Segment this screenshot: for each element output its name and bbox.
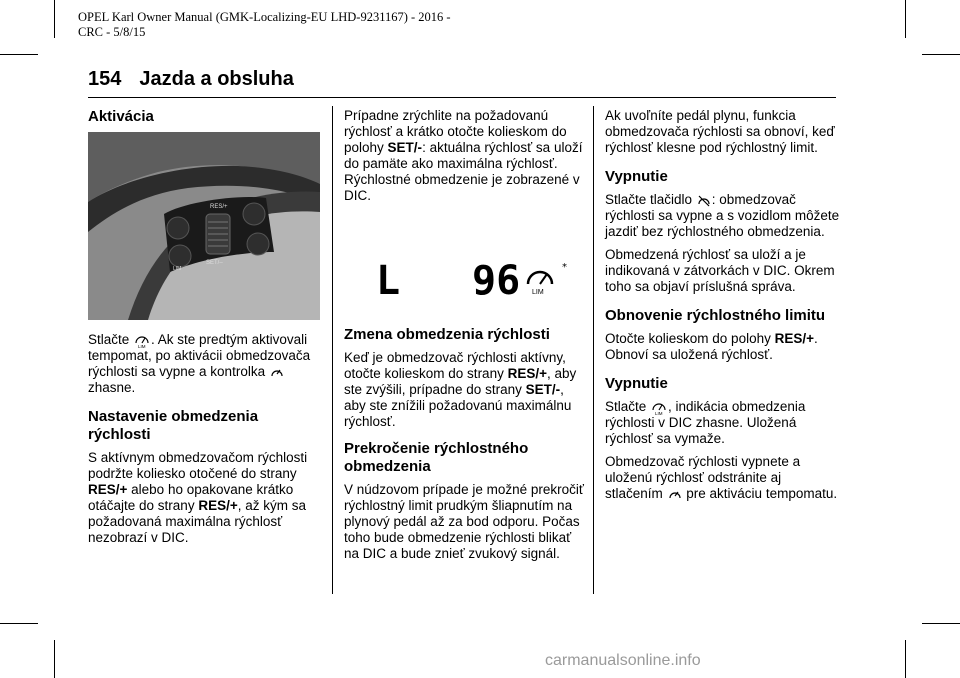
- speed-limiter-off-icon: [697, 194, 711, 208]
- heading-zmena: Zmena obmedzenia rýchlosti: [344, 326, 550, 343]
- dic-lim-label: LIM: [532, 289, 544, 296]
- crop-mark: [905, 640, 906, 678]
- wheel-label-res: RES/+: [210, 204, 228, 210]
- svg-text:LIM: LIM: [138, 344, 146, 348]
- heading-aktivacia: Aktivácia: [88, 108, 154, 125]
- page-number: 154: [88, 68, 122, 90]
- dic-range-letter: L: [376, 258, 401, 304]
- steering-wheel-illustration: [88, 132, 320, 320]
- header-rule: [88, 97, 836, 98]
- crop-mark: [0, 623, 38, 624]
- paragraph: Obmedzená rýchlosť sa uloží a je indikovaná v zátvorkách v DIC. Okrem toho sa objaví príslušná správa.: [605, 247, 835, 294]
- dic-display-illustration: [344, 222, 584, 322]
- heading-prekrocenie: Prekročenie rýchlostného obmedzenia: [344, 440, 529, 475]
- paragraph: Otočte kolieskom do polohy RES/+. Obnoví sa uložená rýchlosť.: [605, 331, 818, 362]
- column-2: [344, 108, 584, 569]
- paragraph: V núdzovom prípade je možné prekročiť rýchlostný limit prudkým šliapnutím na plynový pedál až za bod odporu. Počas toho bude obmedzenie rýchlosti blikať na DIC a bude znieť zvukový signál.: [344, 482, 584, 561]
- paragraph: Keď je obmedzovač rýchlosti aktívny, otočte kolieskom do strany RES/+, aby ste zvýšili, prípadne do strany SET/-, aby ste znížili požadovanú maximálnu rýchlosť.: [344, 350, 577, 429]
- dic-speed-value: 96: [472, 258, 521, 304]
- paragraph: S aktívnym obmedzovačom rýchlosti podržte koliesko otočené do strany RES/+ alebo ho opakovane krátko otáčajte do strany RES/+, až kým sa požadovaná maximálna rýchlosť nezobrazí v DIC.: [88, 450, 308, 545]
- svg-text:LIM: LIM: [655, 411, 663, 415]
- paragraph: Obmedzovač rýchlosti vypnete a uloženú rýchlosť odstránite aj stlačením pre aktiváciu tempomatu.: [605, 454, 838, 501]
- print-meta-line1: OPEL Karl Owner Manual (GMK-Localizing-EU LHD-9231167) - 2016 -: [78, 10, 451, 24]
- column-3: [605, 108, 841, 509]
- heading-vypnutie: Vypnutie: [605, 168, 668, 185]
- heading-nastavenie: Nastavenie obmedzenia rýchlosti: [88, 408, 259, 443]
- speed-limiter-icon: [651, 399, 667, 415]
- cruise-control-icon: [270, 366, 284, 380]
- speed-limiter-icon: [134, 332, 150, 348]
- column-1: [88, 108, 320, 553]
- paragraph: Stlačte LIM . Ak ste predtým aktivovali tempomat, po aktivácii obmedzovača rýchlosti sa vypne a kontrolka zhasne.: [88, 332, 311, 395]
- crop-mark: [54, 640, 55, 678]
- cruise-control-icon: [668, 488, 682, 502]
- paragraph: Stlačte tlačidlo : obmedzovač rýchlosti sa vypne a s vozidlom môžete jazdiť bez rýchlostného obmedzenia.: [605, 192, 840, 239]
- crop-mark: [0, 54, 38, 55]
- crop-mark: [922, 54, 960, 55]
- print-meta-line2: CRC - 5/8/15: [78, 25, 146, 39]
- svg-text:*: *: [562, 262, 567, 273]
- crop-mark: [54, 0, 55, 38]
- paragraph: Ak uvoľníte pedál plynu, funkcia obmedzovača rýchlosti sa obnoví, keď rýchlosť klesne pod rýchlostný limit.: [605, 108, 835, 155]
- column-divider: [332, 106, 333, 594]
- heading-obnovenie: Obnovenie rýchlostného limitu: [605, 307, 826, 324]
- section-title: Jazda a obsluha: [139, 68, 294, 90]
- crop-mark: [905, 0, 906, 38]
- column-divider: [593, 106, 594, 594]
- heading-vypnutie: Vypnutie: [605, 375, 668, 392]
- paragraph: Prípadne zrýchlite na požadovanú rýchlosť a krátko otočte kolieskom do polohy SET/-: aktuálna rýchlosť sa uloží do pamäte ako maximálna rýchlosť. Rýchlostné obmedzenie je zobrazené v DIC.: [344, 108, 583, 203]
- paragraph: Stlačte LIM , indikácia obmedzenia rýchlosti v DIC zhasne. Uložená rýchlosť sa vymaže.: [605, 399, 806, 446]
- wheel-label-set: SET/–: [206, 260, 223, 266]
- print-meta: [78, 10, 451, 40]
- watermark: carmanualsonline.info: [545, 652, 701, 669]
- dic-speed-limiter-icon: [528, 262, 567, 296]
- wheel-label-lim: LIM: [173, 266, 182, 272]
- crop-mark: [922, 623, 960, 624]
- page-heading: [88, 68, 294, 91]
